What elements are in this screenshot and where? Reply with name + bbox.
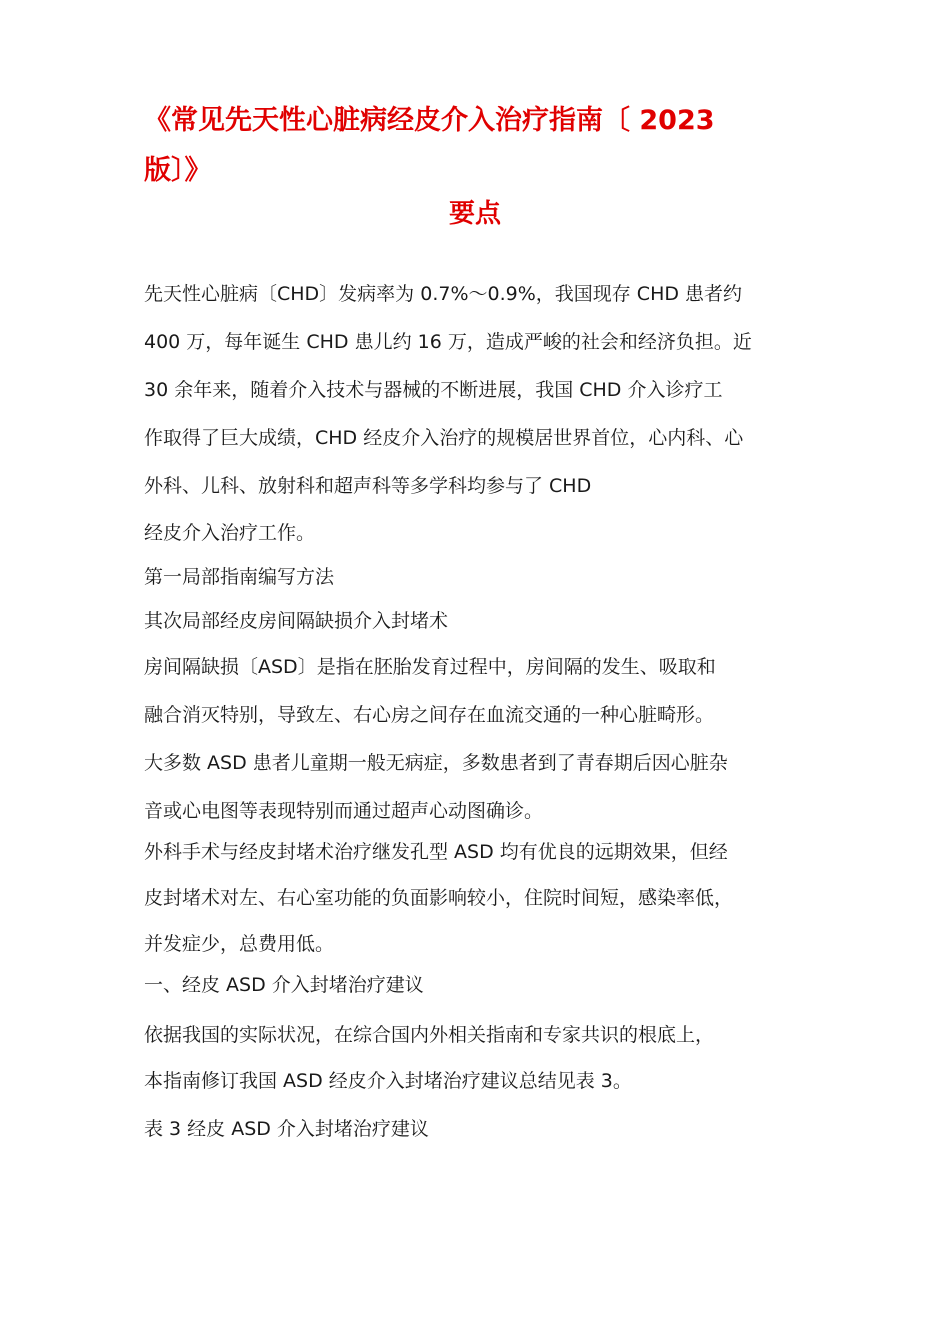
asd-definition-paragraph [144, 643, 824, 835]
basis-paragraph [144, 1012, 824, 1104]
intro-paragraph [144, 270, 824, 510]
document-title [144, 96, 784, 196]
intro-line: 作取得了巨大成绩，CHD 经皮介入治疗的规模居世界首位，心内科、心 [144, 427, 744, 449]
asd-definition-line: 房间隔缺损〔ASD〕是指在胚胎发育过程中，房间隔的发生、吸取和 [144, 656, 716, 678]
table-caption: 表 3 经皮 ASD 介入封堵治疗建议 [144, 1118, 429, 1140]
surgery-paragraph [144, 829, 824, 967]
intro-line: 400 万，每年诞生 CHD 患儿约 16 万，造成严峻的社会和经济负担。近 [144, 331, 752, 353]
title-line-2: 版〕》 [144, 155, 212, 186]
basis-line: 依据我国的实际状况，在综合国内外相关指南和专家共识的根底上， [144, 1024, 715, 1046]
asd-definition-line: 融合消灭特别，导致左、右心房之间存在血流交通的一种心脏畸形。 [144, 704, 715, 726]
asd-definition-line: 大多数 ASD 患者儿童期一般无病症，多数患者到了青春期后因心脏杂 [144, 752, 728, 774]
intro-line: 先天性心脏病〔CHD〕发病率为 0.7%～0.9%，我国现存 CHD 患者约 [144, 283, 743, 305]
asd-definition-line: 音或心电图等表现特别而通过超声心动图确诊。 [144, 800, 544, 822]
surgery-line: 并发症少，总费用低。 [144, 933, 335, 955]
intro-line: 30 余年来，随着介入技术与器械的不断进展，我国 CHD 介入诊疗工 [144, 379, 723, 401]
surgery-line: 皮封堵术对左、右心室功能的负面影响较小，住院时间短，感染率低， [144, 887, 734, 909]
surgery-line: 外科手术与经皮封堵术治疗继发孔型 ASD 均有优良的远期效果，但经 [144, 841, 728, 863]
intro-paragraph-end: 经皮介入治疗工作。 [144, 522, 316, 544]
basis-line: 本指南修订我国 ASD 经皮介入封堵治疗建议总结见表 3。 [144, 1070, 632, 1092]
section-heading-part1: 第一局部指南编写方法 [144, 566, 335, 588]
title-line-1: 《常见先天性心脏病经皮介入治疗指南〔 2023 [144, 105, 715, 136]
intro-line: 外科、儿科、放射科和超声科等多学科均参与了 CHD [144, 475, 592, 497]
section-heading-recommendations: 一、经皮 ASD 介入封堵治疗建议 [144, 974, 424, 996]
section-heading-part2: 其次局部经皮房间隔缺损介入封堵术 [144, 610, 449, 632]
document-subtitle: 要点 [448, 199, 501, 229]
